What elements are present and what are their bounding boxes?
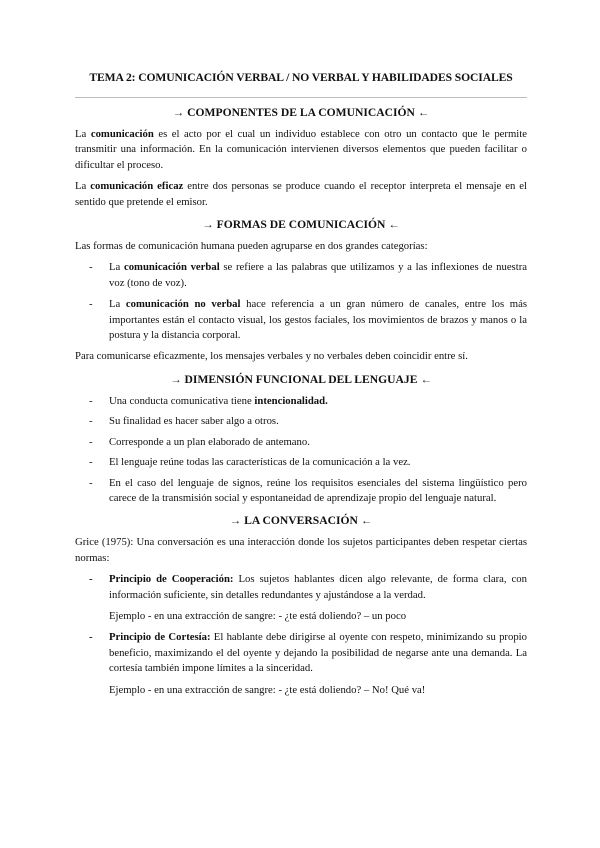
list-item: - El lenguaje reúne todas las características de la comunicación a la vez. — [89, 456, 411, 469]
paragraph-conversacion-intro: Grice (1975): Una conversación es una interacción donde los sujetos participantes deben respetar ciertas normas: — [75, 536, 527, 564]
example-cooperacion: Ejemplo - en una extracción de sangre: - ¿te está doliendo? – un poco — [109, 609, 407, 622]
section-heading-formas: → FORMAS DE COMUNICACIÓN ← — [202, 218, 400, 232]
list-item: - Principio de Cortesía: El hablante debe dirigirse al oyente con respeto, minimizando su propio beneficio, maximizando el del oyente y dejando la posibilidad de negarse ante una demanda. La cortesía también impone límites a la sinceridad. Ejemplo - en una extracción de sangre: - ¿te está doliendo? – No! Qué va! — [75, 630, 527, 698]
section-heading-conversacion: → LA CONVERSACIÓN ← — [229, 514, 373, 528]
principios-list — [75, 572, 527, 698]
paragraph-comunicacion-eficaz: La comunicación eficaz entre dos personas se produce cuando el receptor interpreta el mensaje en el sentido que pretende el emisor. — [75, 180, 528, 208]
list-item: - Corresponde a un plan elaborado de antemano. — [89, 435, 310, 448]
example-cortesia: Ejemplo - en una extracción de sangre: - ¿te está doliendo? – No! Qué va! — [109, 683, 426, 696]
list-item: - Una conducta comunicativa tiene intencionalidad. — [89, 394, 328, 407]
document-title: TEMA 2: COMUNICACIÓN VERBAL / NO VERBAL Y HABILIDADES SOCIALES — [89, 71, 513, 84]
section-heading-dimension: → DIMENSIÓN FUNCIONAL DEL LENGUAJE ← — [170, 372, 432, 386]
list-item: - En el caso del lenguaje de signos, reúne los requisitos esenciales del sistema lingüístico pero carece de la transmisión social y espontaneidad de aprendizaje propio del lenguaje natural. — [89, 476, 527, 504]
paragraph-formas-intro: Las formas de comunicación humana pueden agruparse en dos grandes categorías: — [75, 240, 428, 253]
paragraph-comunicacion: La comunicación es el acto por el cual un individuo establece con otro un contacto que le permite transmitir una información. En la comunicación intervienen diversos elementos que pueden facilitar o dificultar el proceso. — [75, 128, 527, 171]
document-page — [75, 70, 527, 704]
paragraph-formas-closing: Para comunicarse eficazmente, los mensajes verbales y no verbales deben coincidir entre sí. — [75, 350, 468, 363]
section-heading-componentes: → COMPONENTES DE LA COMUNICACIÓN ← — [172, 106, 430, 119]
title-divider — [75, 97, 527, 98]
formas-list — [75, 260, 527, 343]
list-item: - Principio de Cooperación: Los sujetos hablantes dicen algo relevante, de forma clara, con información suficiente, sin detalles redundantes y ajustándose a la verdad. Ejemplo - en una extracción de sangre: - ¿te está doliendo? – un poco — [75, 572, 527, 624]
list-item: - La comunicación no verbal hace referencia a un gran número de canales, entre los más importantes están el contacto visual, los gestos faciales, los movimientos de brazos y manos o la postura y la distancia corporal. — [89, 298, 528, 342]
dimension-list — [75, 394, 527, 506]
list-item: - Su finalidad es hacer saber algo a otros. — [89, 415, 279, 428]
list-item: - La comunicación verbal se refiere a las palabras que utilizamos y a las inflexiones de nuestra voz (tono de voz). — [89, 261, 527, 289]
